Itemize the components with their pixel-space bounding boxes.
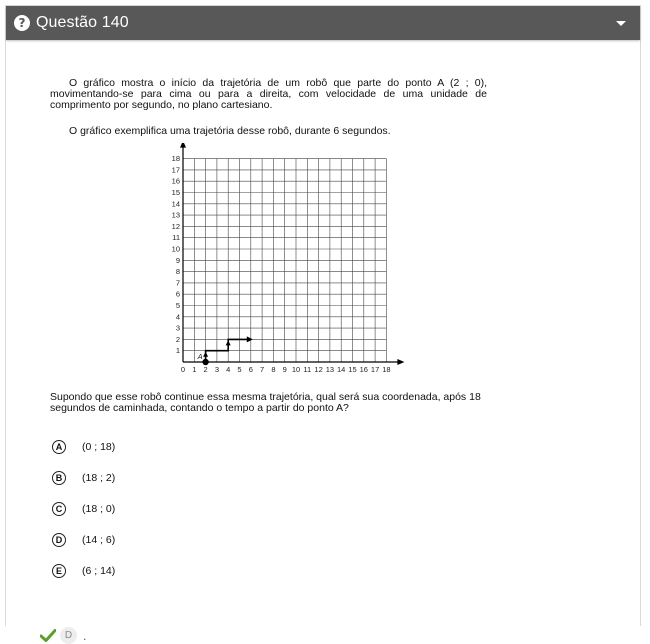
option-a[interactable]: [52, 431, 115, 462]
panel-header[interactable]: [6, 6, 640, 40]
y-tick-label: 11: [172, 233, 180, 243]
y-tick-label: 16: [171, 176, 180, 186]
x-tick-label: 1: [192, 365, 197, 374]
y-tick-label: 8: [175, 267, 180, 277]
x-tick-label: 6: [248, 365, 253, 374]
x-tick-label: 13: [325, 365, 335, 374]
option-e[interactable]: [52, 555, 115, 586]
check-icon: [40, 629, 56, 642]
x-tick-label: 7: [260, 365, 265, 374]
option-text: (6 ; 14): [82, 564, 116, 577]
x-tick-label: 5: [237, 365, 242, 374]
y-tick-label: 5: [175, 301, 180, 310]
x-tick-label: 3: [214, 365, 219, 374]
y-axis-arrow: [180, 143, 186, 148]
x-tick-label: 12: [314, 365, 323, 374]
caret-down-icon[interactable]: [616, 21, 626, 26]
x-tick-label: 2: [203, 365, 208, 374]
question-panel: [5, 5, 641, 643]
option-letter: A: [52, 440, 66, 454]
trajectory-up-arrow: [226, 340, 231, 345]
option-text: (0 ; 18): [82, 440, 116, 453]
question-paragraph-3: Supondo que esse robô continue essa mesma trajetória, qual será sua coordenada, após 18 segundos de caminhada, contando o tempo a partir do ponto A?: [50, 391, 481, 414]
y-tick-label: 18: [171, 154, 180, 164]
x-tick-label: 10: [291, 365, 301, 374]
y-tick-label: 6: [175, 289, 180, 299]
y-tick-label: 15: [171, 188, 180, 197]
y-tick-label: 14: [171, 199, 180, 209]
trajectory-arrow: [247, 336, 253, 342]
trajectory-up-arrow: [203, 352, 208, 357]
question-circle-icon: ?: [14, 15, 30, 31]
answer-indicator: [40, 627, 86, 644]
start-point-label: A: [197, 352, 203, 361]
x-tick-label: 8: [271, 365, 276, 374]
option-c[interactable]: [52, 493, 115, 524]
x-tick-label: 4: [226, 365, 231, 374]
y-tick-label: 3: [175, 323, 180, 333]
y-tick-label: 2: [175, 334, 180, 344]
x-tick-label: 14: [337, 365, 346, 374]
y-tick-label: 17: [171, 165, 180, 175]
option-b[interactable]: [52, 462, 115, 493]
answer-badge: D: [60, 627, 77, 644]
y-tick-label: 10: [171, 244, 180, 254]
option-letter: D: [52, 533, 66, 547]
question-paragraph-2: O gráfico exemplifica uma trajetória desse robô, durante 6 segundos.: [69, 125, 391, 137]
option-text: (18 ; 0): [82, 502, 116, 515]
y-tick-label: 7: [175, 278, 180, 288]
trajectory-chart: [146, 143, 406, 383]
x-tick-label: 11: [303, 365, 312, 374]
answer-suffix: .: [83, 628, 87, 643]
options-list: [52, 431, 115, 586]
x-tick-label: 18: [382, 365, 391, 374]
question-paragraph-1: O gráfico mostra o início da trajetória de um robô que parte do ponto A (2 ; 0), movimentando-se para cima ou para a direita, com velocidade de uma unidade de comprimento por segundo, no plano cartesiano.: [50, 77, 487, 111]
option-text: (18 ; 2): [82, 471, 116, 484]
y-tick-label: 12: [171, 221, 180, 231]
y-tick-label: 13: [171, 210, 180, 220]
option-text: (14 ; 6): [82, 533, 116, 546]
x-tick-label: 17: [370, 365, 380, 374]
start-point: [202, 359, 208, 365]
y-tick-label: 9: [175, 255, 180, 265]
x-axis-arrow: [397, 359, 404, 365]
panel-title: Questão 140: [36, 14, 129, 31]
x-tick-label: 16: [359, 365, 368, 374]
option-letter: C: [52, 502, 66, 516]
x-tick-label: 0: [180, 365, 186, 374]
x-tick-label: 9: [282, 365, 287, 374]
x-tick-label: 15: [348, 365, 357, 374]
y-tick-label: 4: [175, 312, 180, 322]
option-letter: B: [52, 471, 66, 485]
y-tick-label: 1: [175, 346, 180, 356]
option-letter: E: [52, 564, 66, 578]
option-d[interactable]: [52, 524, 115, 555]
